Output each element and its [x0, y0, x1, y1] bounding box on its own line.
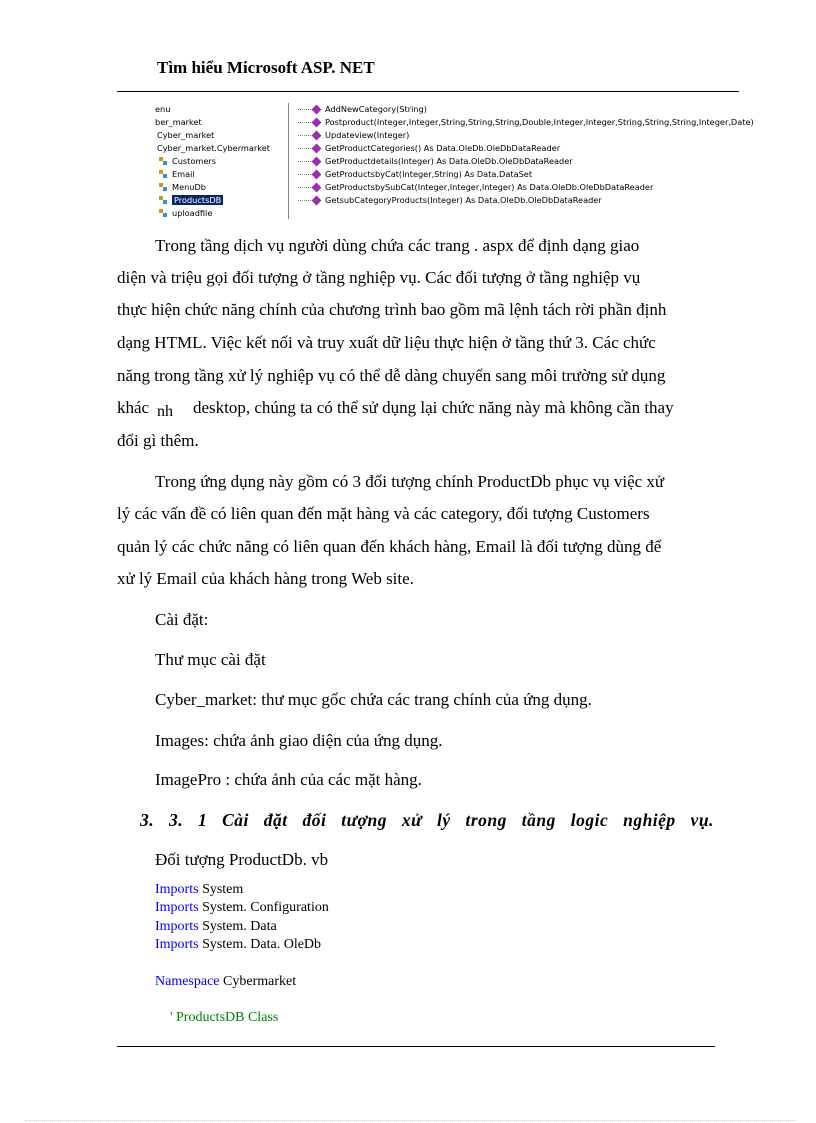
paragraph-line: dạng HTML. Việc kết nối và truy xuất dữ liệu thực hiện ở tầng thứ 3. Các chức: [117, 333, 656, 352]
member-item[interactable]: GetsubCategoryProducts(Integer) As Data.OleDb.OleDbDataReader: [298, 194, 602, 206]
method-icon: [312, 156, 322, 166]
install-item: ImagePro : chứa ảnh của các mặt hàng.: [155, 770, 422, 789]
paragraph-line: Trong tầng dịch vụ người dùng chứa các trang . aspx để định dạng giao: [155, 236, 640, 255]
install-item: Images: chứa ảnh giao diện của ứng dụng.: [155, 731, 443, 750]
class-icon: [159, 196, 168, 204]
tree-node-class[interactable]: uploadfile: [159, 207, 212, 219]
tree-node: enu: [155, 104, 171, 114]
method-icon: [312, 182, 322, 192]
footer-rule: [117, 1046, 715, 1047]
object-browser-screenshot: [155, 103, 754, 223]
paragraph-line: Trong ứng dụng này gồm có 3 đối tượng chính ProductDb phục vụ việc xử: [155, 472, 665, 491]
member-item[interactable]: GetProductsbySubCat(Integer,Integer,Integer) As Data.OleDb.OleDbDataReader: [298, 181, 653, 193]
code-line: Imports System. Data. OleDb: [155, 937, 322, 952]
tree-node: Cyber_market: [157, 130, 215, 140]
paragraph-line: desktop, chúng ta có thể sử dụng lại chức năng này mà không cần thay: [193, 398, 674, 417]
tree-node-class[interactable]: Customers: [159, 155, 216, 167]
paragraph-line: quản lý các chức năng có liên quan đến khách hàng, Email là đối tượng dùng để: [117, 537, 662, 556]
class-icon: [159, 170, 168, 178]
member-item[interactable]: GetProductdetails(Integer) As Data.OleDb.OleDbDataReader: [298, 155, 573, 167]
member-item[interactable]: GetProductCategories() As Data.OleDb.OleDbDataReader: [298, 142, 560, 154]
method-icon: [312, 130, 322, 140]
paragraph-line: xử lý Email của khách hàng trong Web site.: [117, 569, 414, 588]
method-icon: [312, 143, 322, 153]
tree-node: Cyber_market.Cybermarket: [157, 143, 270, 153]
member-item[interactable]: AddNewCategory(String): [298, 103, 427, 115]
paragraph-line: năng trong tầng xử lý nghiệp vụ có thể dễ dàng chuyển sang môi trường sử dụng: [117, 366, 666, 385]
code-line: Imports System: [155, 882, 244, 897]
object-title: Đối tượng ProductDb. vb: [155, 850, 329, 869]
page-edge: [25, 1120, 795, 1121]
paragraph-line: thực hiện chức năng chính của chương trình bao gồm mã lệnh tách rời phần định: [117, 300, 667, 319]
member-item[interactable]: GetProductsbyCat(Integer,String) As Data.DataSet: [298, 168, 532, 180]
code-line: Imports System. Data: [155, 919, 277, 934]
paragraph-line: lý các vấn đề có liên quan đến mặt hàng và các category, đối tượng Customers: [117, 504, 650, 523]
install-folder-label: Thư mục cài đặt: [155, 650, 266, 669]
paragraph-line: đổi gì thêm.: [117, 431, 199, 450]
code-comment: ' ProductsDB Class: [170, 1010, 279, 1025]
tree-node: ber_market: [155, 117, 202, 127]
page-header-title: Tìm hiểu Microsoft ASP. NET: [157, 58, 375, 77]
install-item: Cyber_market: thư mục gốc chứa các trang chính của ứng dụng.: [155, 690, 592, 709]
paragraph-line: khác: [117, 398, 150, 417]
class-icon: [159, 209, 168, 217]
section-heading: 3. 3. 1 Cài đặt đối tượng xử lý trong tầng logic nghiệp vụ.: [140, 810, 714, 830]
paragraph-line: diện và triệu gọi đối tượng ở tầng nghiệp vụ. Các đối tượng ở tầng nghiệp vụ: [117, 268, 641, 287]
class-icon: [159, 183, 168, 191]
header-rule: [117, 91, 739, 92]
install-label: Cài đặt:: [155, 610, 209, 629]
method-icon: [312, 195, 322, 205]
class-icon: [159, 157, 168, 165]
tree-node-class-selected[interactable]: ProductsDB: [159, 194, 223, 206]
method-icon: [312, 117, 322, 127]
member-item[interactable]: Updateview(Integer): [298, 129, 409, 141]
stray-fragment: nh: [157, 403, 173, 420]
pane-divider[interactable]: [288, 103, 289, 219]
tree-node-class[interactable]: Email: [159, 168, 195, 180]
code-line: Imports System. Configuration: [155, 900, 329, 915]
method-icon: [312, 169, 322, 179]
tree-node-class[interactable]: MenuDb: [159, 181, 206, 193]
method-icon: [312, 104, 322, 114]
code-line: Namespace Cybermarket: [155, 974, 297, 989]
member-item[interactable]: Postproduct(Integer,Integer,String,String,String,Double,Integer,Integer,String,String,String,Integer,Date): [298, 116, 754, 128]
